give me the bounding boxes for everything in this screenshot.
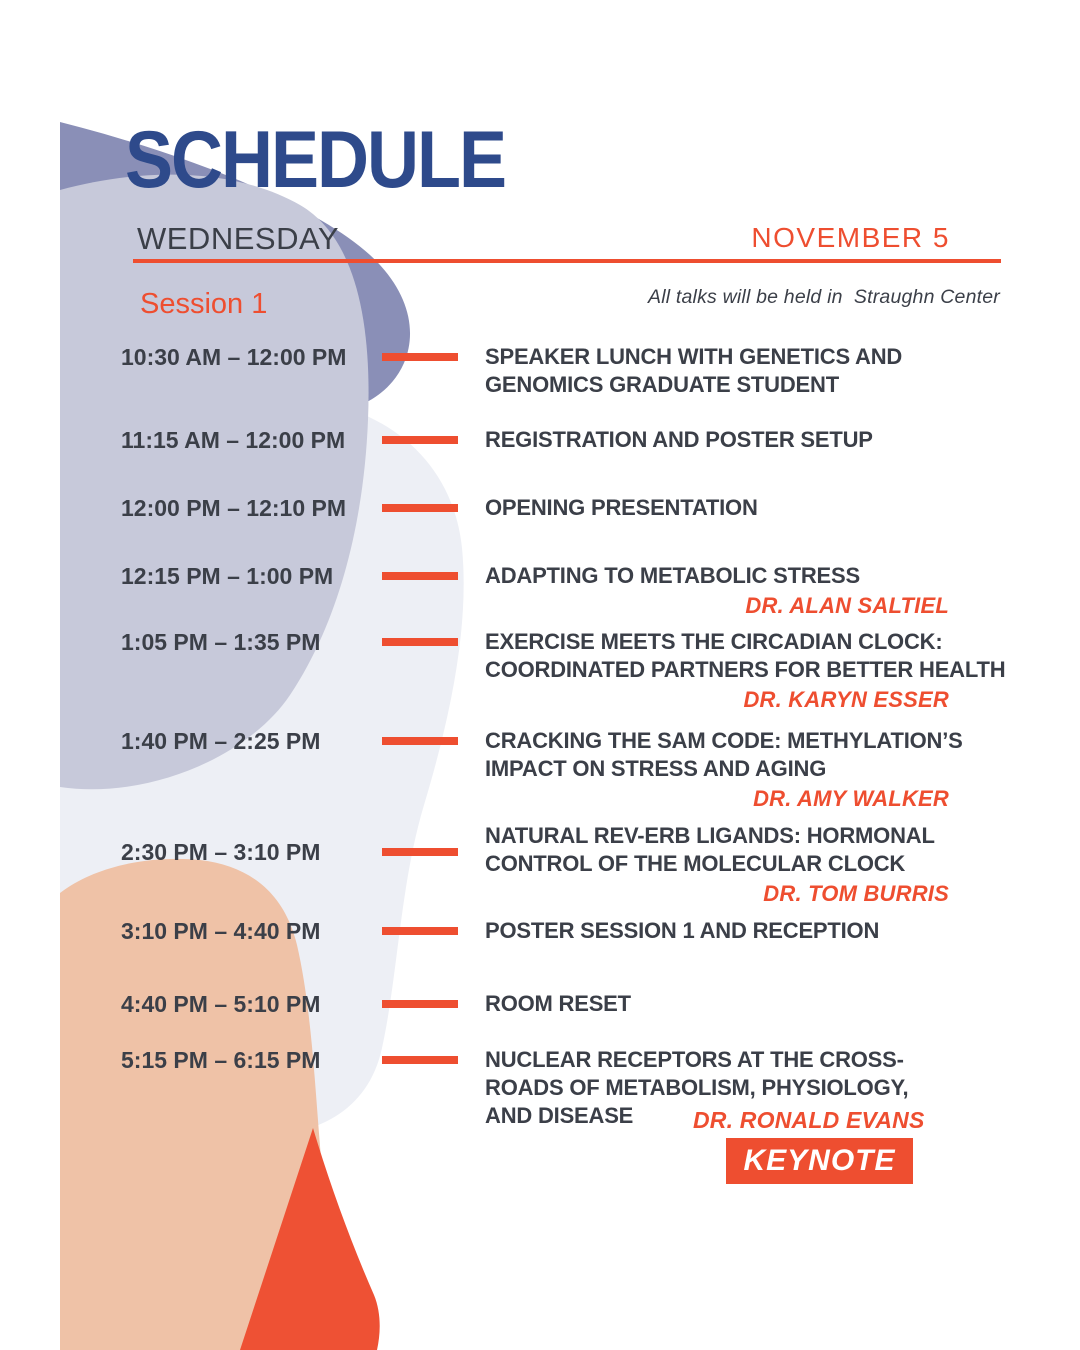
event-title: SPEAKER LUNCH WITH GENETICS AND GENOMICS GRADUATE STUDENT [485,344,903,397]
time-label: 5:15 PM – 6:15 PM [121,1047,321,1073]
time-title-separator [382,1000,458,1008]
time-label: 12:00 PM – 12:10 PM [121,495,347,521]
event-title: NATURAL REV-ERB LIGANDS: HORMONAL CONTROL OF THE MOLECULAR CLOCK [485,823,935,876]
event-title: ADAPTING TO METABOLIC STRESS [485,563,860,588]
event-title: EXERCISE MEETS THE CIRCADIAN CLOCK: COORDINATED PARTNERS FOR BETTER HEALTH [485,629,1006,682]
speaker-label: DR. ALAN SALTIEL [745,593,949,618]
time-title-separator [382,353,458,361]
time-title-separator [382,572,458,580]
time-label: 11:15 AM – 12:00 PM [121,427,346,453]
event-title: OPENING PRESENTATION [485,495,758,520]
session-label: Session 1 [140,288,268,320]
time-title-separator [382,927,458,935]
day-label: WEDNESDAY [137,221,340,256]
date-label: NOVEMBER 5 [751,222,950,253]
time-label: 1:40 PM – 2:25 PM [121,728,321,754]
speaker-label: DR. TOM BURRIS [763,881,949,906]
event-title: NUCLEAR RECEPTORS AT THE CROSS- ROADS OF METABOLISM, PHYSIOLOGY, AND DISEASE [485,1047,909,1128]
keynote-badge [726,1138,913,1184]
location-note: All talks will be held in Straughn Center [648,286,1000,308]
page-title: SCHEDULE [125,115,506,205]
time-title-separator [382,737,458,745]
speaker-label: DR. AMY WALKER [753,786,949,811]
header-rule [133,259,1001,263]
speaker-label: DR. KARYN ESSER [743,687,949,712]
speaker-label: DR. RONALD EVANS [693,1107,925,1133]
time-label: 4:40 PM – 5:10 PM [121,991,321,1017]
time-label: 3:10 PM – 4:40 PM [121,918,321,944]
event-title: CRACKING THE SAM CODE: METHYLATION’S IMPACT ON STRESS AND AGING [485,728,963,781]
event-title: ROOM RESET [485,991,631,1016]
time-label: 2:30 PM – 3:10 PM [121,839,321,865]
time-title-separator [382,1056,458,1064]
time-label: 1:05 PM – 1:35 PM [121,629,321,655]
time-label: 10:30 AM – 12:00 PM [121,344,347,370]
keynote-label: KEYNOTE [743,1144,896,1177]
time-label: 12:15 PM – 1:00 PM [121,563,334,589]
time-title-separator [382,638,458,646]
event-title: POSTER SESSION 1 AND RECEPTION [485,918,880,943]
time-title-separator [382,436,458,444]
event-title: REGISTRATION AND POSTER SETUP [485,427,873,452]
time-title-separator [382,848,458,856]
time-title-separator [382,504,458,512]
